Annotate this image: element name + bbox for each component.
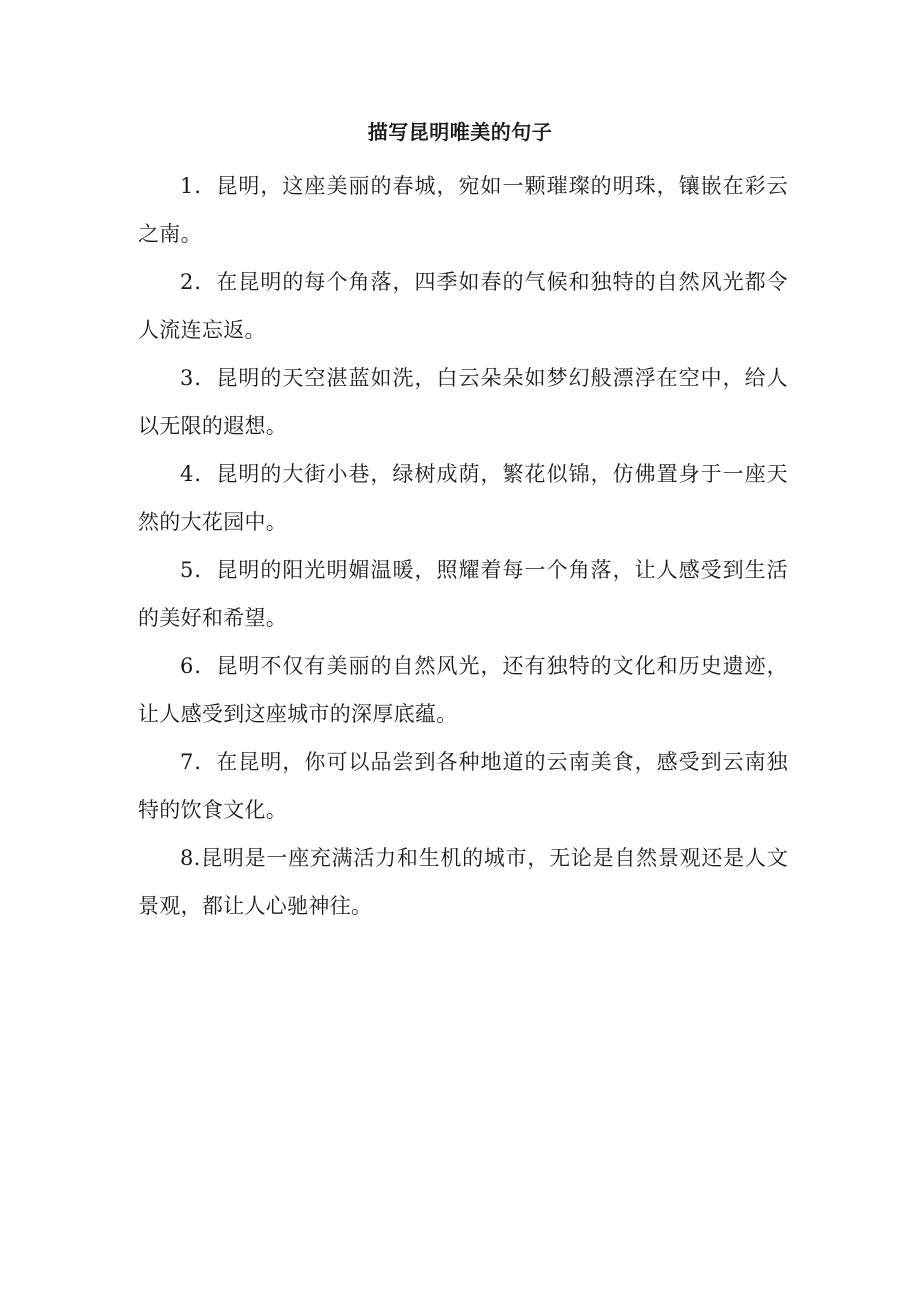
paragraph-text: 昆明不仅有美丽的自然风光，还有独特的文化和历史遗迹，让人感受到这座城市的深厚底蕴。 <box>138 654 788 726</box>
paragraph-text: 昆明，这座美丽的春城，宛如一颗璀璨的明珠，镶嵌在彩云之南。 <box>138 174 788 246</box>
paragraph-6 <box>138 642 788 738</box>
paragraph-7 <box>138 738 788 834</box>
paragraph-text: 在昆明的每个角落，四季如春的气候和独特的自然风光都令人流连忘返。 <box>138 270 788 342</box>
paragraph-number: 3． <box>180 366 217 390</box>
paragraph-3 <box>138 354 788 450</box>
paragraph-number: 4． <box>180 462 217 486</box>
paragraph-8 <box>138 834 788 930</box>
paragraph-4 <box>138 450 788 546</box>
paragraph-2 <box>138 258 788 354</box>
paragraph-1 <box>138 162 788 258</box>
paragraph-text: 昆明的阳光明媚温暖，照耀着每一个角落，让人感受到生活的美好和希望。 <box>138 558 788 630</box>
paragraph-text: 昆明的大街小巷，绿树成荫，繁花似锦，仿佛置身于一座天然的大花园中。 <box>138 462 788 534</box>
paragraph-number: 6． <box>180 654 217 678</box>
paragraph-number: 5． <box>180 558 217 582</box>
document-body <box>138 162 788 930</box>
paragraph-text: 昆明是一座充满活力和生机的城市，无论是自然景观还是人文景观，都让人心驰神往。 <box>138 846 788 918</box>
paragraph-number: 8. <box>180 846 201 870</box>
paragraph-number: 7． <box>180 750 217 774</box>
paragraph-5 <box>138 546 788 642</box>
paragraph-text: 昆明的天空湛蓝如洗，白云朵朵如梦幻般漂浮在空中，给人以无限的遐想。 <box>138 366 788 438</box>
page-title: 描写昆明唯美的句子 <box>367 120 553 144</box>
paragraph-number: 1． <box>180 174 217 198</box>
paragraph-number: 2． <box>180 270 217 294</box>
paragraph-text: 在昆明，你可以品尝到各种地道的云南美食，感受到云南独特的饮食文化。 <box>138 750 788 822</box>
